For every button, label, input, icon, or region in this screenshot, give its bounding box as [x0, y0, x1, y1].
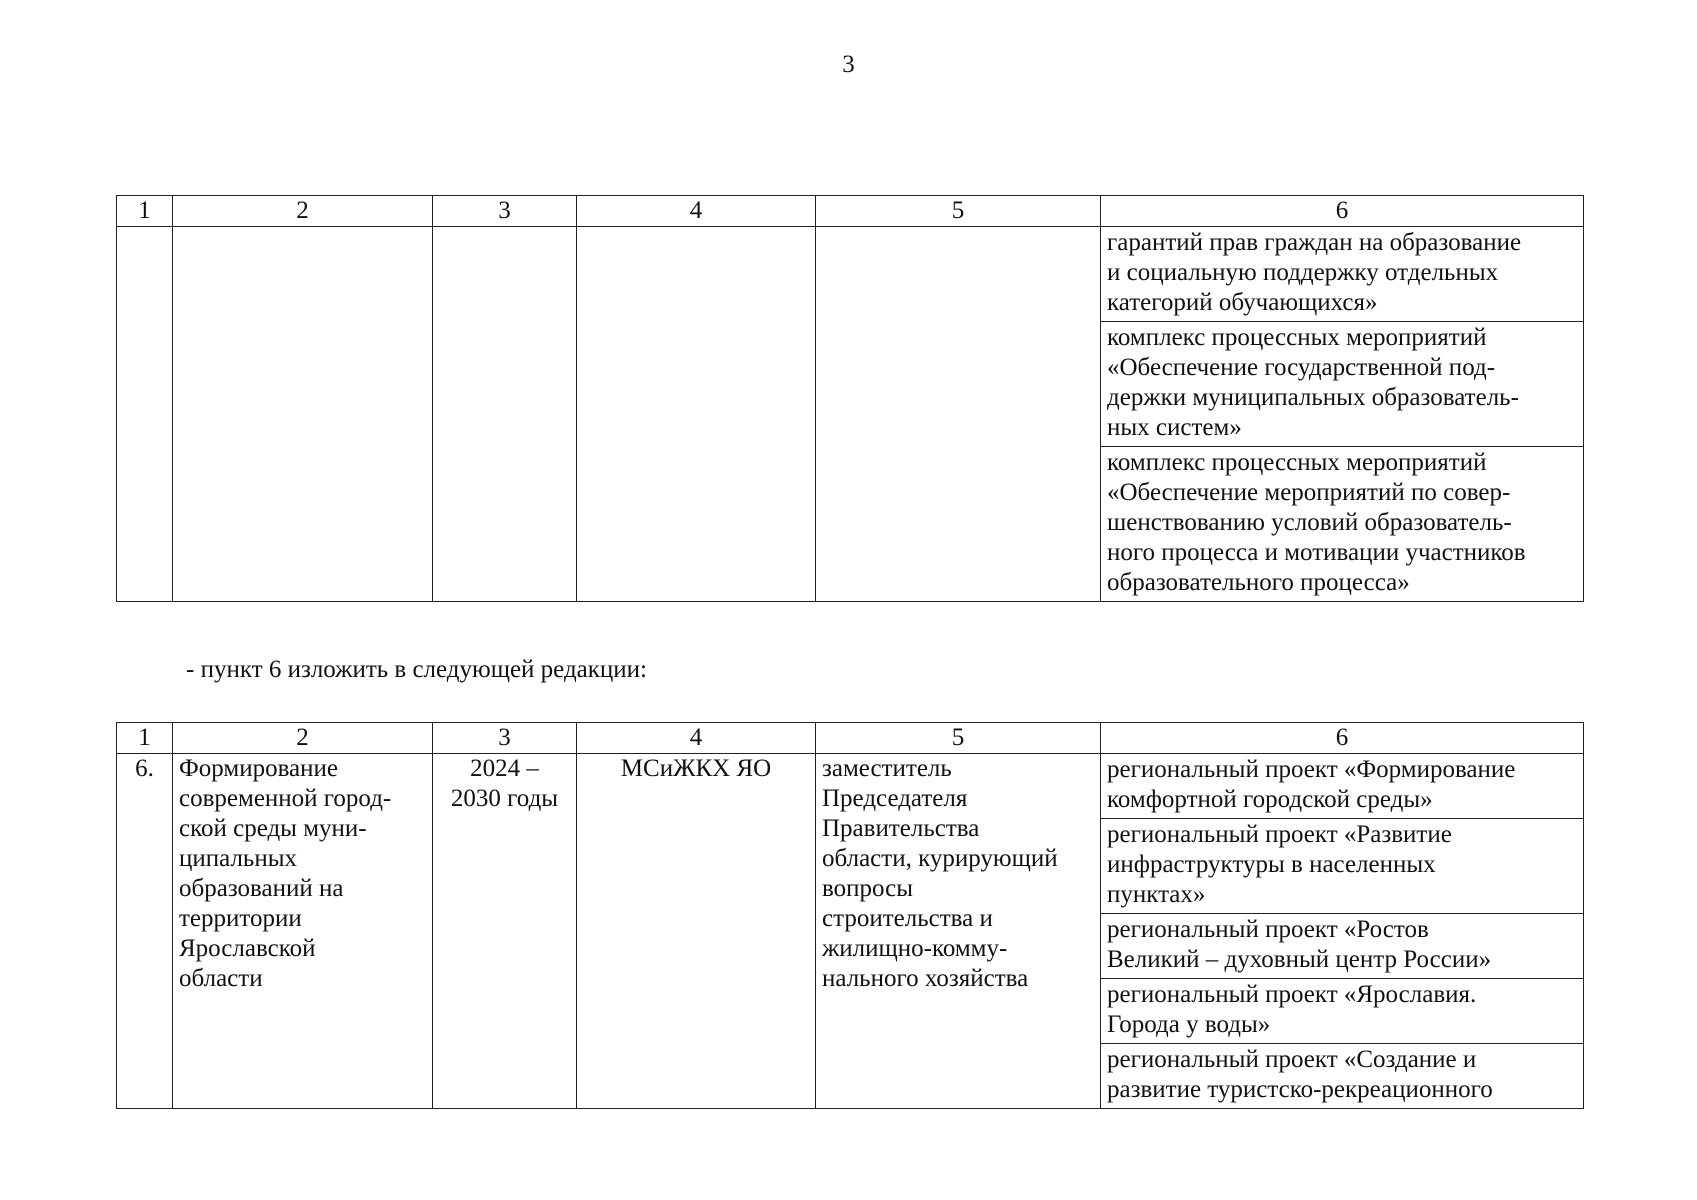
- column-header: 6: [1101, 723, 1584, 754]
- text-line: современной город-: [179, 785, 392, 812]
- text-line: ципальных: [179, 845, 298, 872]
- project-item: [1101, 754, 1583, 818]
- text-line: жилищно-комму-: [822, 935, 1008, 962]
- projects-cell: [1101, 754, 1584, 1109]
- measure-item: [1101, 227, 1583, 321]
- text-line: комплекс процессных мероприятий: [1107, 449, 1487, 476]
- empty-cell: [117, 227, 173, 602]
- curator-cell: [816, 754, 1101, 1109]
- measure-item: [1101, 321, 1583, 446]
- program-name-cell: [173, 754, 433, 1109]
- text-line: вопросы: [822, 875, 914, 902]
- text-line: 2030 годы: [450, 785, 559, 812]
- text-line: Ярославской: [179, 935, 316, 962]
- empty-cell: [816, 227, 1101, 602]
- empty-cell: [433, 227, 577, 602]
- empty-cell: [577, 227, 816, 602]
- text-line: инфраструктуры в населенных: [1107, 851, 1436, 878]
- column-header: 5: [816, 723, 1101, 754]
- text-line: Великий – духовный центр России»: [1107, 946, 1492, 973]
- table-header-row: [117, 196, 1584, 227]
- column-header: 2: [173, 723, 433, 754]
- text-line: пунктах»: [1107, 881, 1206, 908]
- text-line: региональный проект «Ярославия.: [1107, 981, 1477, 1008]
- table-row: [117, 754, 1584, 1109]
- project-item: [1101, 913, 1583, 978]
- text-line: «Обеспечение мероприятий по совер-: [1107, 479, 1511, 506]
- text-line: Города у воды»: [1107, 1011, 1271, 1038]
- column-header: 5: [816, 196, 1101, 227]
- measure-item: [1101, 446, 1583, 601]
- column-header: 1: [117, 196, 173, 227]
- column-header: 6: [1101, 196, 1584, 227]
- text-line: области: [179, 965, 263, 992]
- project-item: [1101, 1043, 1583, 1108]
- instruction-paragraph: - пункт 6 изложить в следующей редакции:: [186, 656, 647, 683]
- text-line: 2024 –: [470, 755, 539, 782]
- text-line: шенствованию условий образователь-: [1107, 509, 1512, 536]
- empty-cell: [173, 227, 433, 602]
- text-line: строительства и: [822, 905, 993, 932]
- text-line: региональный проект «Ростов: [1107, 916, 1429, 943]
- column-header: 4: [577, 196, 816, 227]
- column-header: 3: [433, 723, 577, 754]
- text-line: ных систем»: [1107, 414, 1242, 441]
- text-line: развитие туристско-рекреационного: [1107, 1076, 1493, 1103]
- text-line: и социальную поддержку отдельных: [1107, 259, 1499, 286]
- text-line: Председателя: [822, 785, 968, 812]
- table-row: [117, 227, 1584, 602]
- text-line: Правительства: [822, 815, 980, 842]
- column-header: 4: [577, 723, 816, 754]
- text-line: территории: [179, 905, 302, 932]
- period-cell: [433, 754, 577, 1109]
- text-line: региональный проект «Формирование: [1107, 756, 1516, 783]
- text-line: ской среды муни-: [179, 815, 367, 842]
- responsible-cell: МСиЖКХ ЯО: [577, 754, 816, 1109]
- text-line: категорий обучающихся»: [1107, 289, 1378, 316]
- text-line: комплекс процессных мероприятий: [1107, 324, 1487, 351]
- text-line: области, курирующий: [822, 845, 1058, 872]
- page-number: 3: [842, 51, 855, 78]
- column-header: 2: [173, 196, 433, 227]
- project-item: [1101, 978, 1583, 1043]
- text-line: заместитель: [822, 755, 952, 782]
- text-line: образований на: [179, 875, 344, 902]
- text-line: ного процесса и мотивации участников: [1107, 539, 1526, 566]
- text-line: региональный проект «Развитие: [1107, 821, 1452, 848]
- text-line: образовательного процесса»: [1107, 569, 1410, 596]
- text-line: региональный проект «Создание и: [1107, 1046, 1477, 1073]
- row-number: 6.: [117, 754, 173, 1109]
- text-line: комфортной городской среды»: [1107, 786, 1433, 813]
- text-line: держки муниципальных образователь-: [1107, 384, 1519, 411]
- project-item: [1101, 818, 1583, 913]
- table-continuation: [116, 195, 1584, 602]
- column-header: 3: [433, 196, 577, 227]
- text-line: нального хозяйства: [822, 965, 1029, 992]
- table-header-row: [117, 723, 1584, 754]
- text-line: гарантий прав граждан на образование: [1107, 229, 1522, 256]
- text-line: «Обеспечение государственной под-: [1107, 354, 1496, 381]
- measures-cell: [1101, 227, 1584, 602]
- column-header: 1: [117, 723, 173, 754]
- text-line: Формирование: [179, 755, 338, 782]
- table-item-6: [116, 722, 1584, 1109]
